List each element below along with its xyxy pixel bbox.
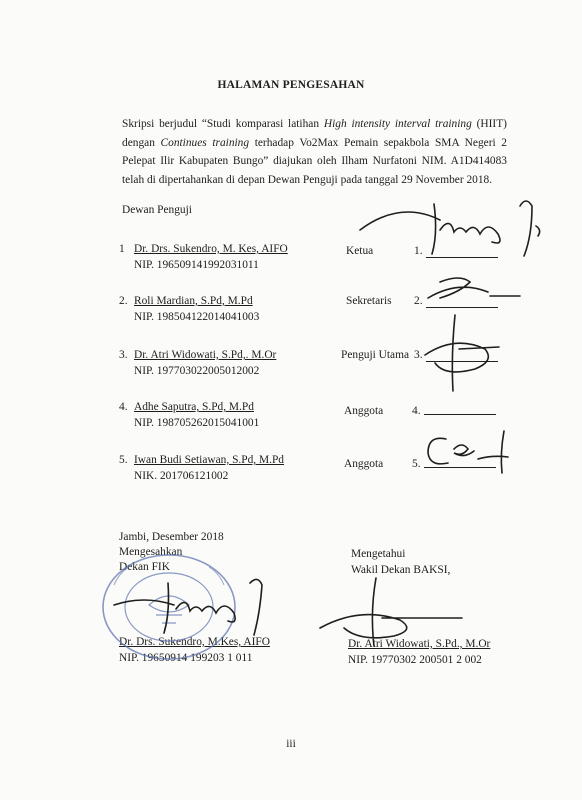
examiner-4-role: Anggota (344, 405, 384, 417)
examiner-3-number: 3. (119, 349, 128, 361)
signature-examiner-3-icon (415, 305, 515, 395)
page-number: iii (286, 738, 296, 750)
examiner-1-id: NIP. 196509141992031011 (134, 259, 259, 271)
signature-examiner-2-icon (420, 270, 530, 310)
signature-line-5 (424, 467, 496, 468)
signature-line-1 (426, 257, 498, 258)
statement-paragraph (122, 115, 507, 189)
signature-line-3 (426, 361, 498, 362)
examiner-1-number: 1 (119, 243, 125, 255)
examiner-5-id: NIK. 201706121002 (134, 470, 229, 482)
signature-examiner-1-icon (350, 190, 560, 260)
know-label: Mengetahui (351, 548, 406, 560)
examiner-5-number: 5. (119, 454, 128, 466)
place-date: Jambi, Desember 2018 (119, 531, 224, 543)
examiner-5-line-number: 5. (412, 458, 421, 470)
examiner-1-name: Dr. Drs. Sukendro, M. Kes, AIFO (134, 243, 288, 255)
examiner-1-line-number: 1. (414, 245, 423, 257)
paragraph-text: terhadap Vo2Max Pemain sepakbola SMA Negeri 2 (249, 136, 507, 149)
dean-id: NIP. 19650914 199203 1 011 (119, 652, 253, 664)
paragraph-italic-text: Continues training (160, 136, 250, 149)
page-title: HALAMAN PENGESAHAN (217, 79, 365, 91)
examiner-2-line-number: 2. (414, 295, 423, 307)
paragraph-line-1 (122, 115, 507, 134)
examiner-3-name: Dr. Atri Widowati, S.Pd,. M.Or (134, 349, 277, 361)
dean-name: Dr. Drs. Sukendro, M.Kes, AIFO (119, 636, 270, 648)
paragraph-line-3: Pelepat Ilir Kabupaten Bungo” diajukan oleh Ilham Nurfatoni NIM. A1D414083 (122, 155, 507, 167)
examiner-2-name: Roli Mardian, S.Pd, M.Pd (134, 295, 253, 307)
signature-line-2 (426, 307, 498, 308)
approve-label: Mengesahkan (119, 546, 183, 558)
examiner-3-id: NIP. 197703022005012002 (134, 365, 260, 377)
examiner-2-role: Sekretaris (346, 295, 392, 307)
examiner-4-name: Adhe Saputra, S.Pd, M.Pd (134, 401, 254, 413)
examiner-2-number: 2. (119, 295, 128, 307)
paragraph-text: dengan (122, 136, 161, 149)
examiner-4-id: NIP. 198705262015041001 (134, 417, 260, 429)
dean-position: Dekan FIK (119, 561, 170, 573)
paragraph-italic-text: High intensity interval training (323, 118, 472, 130)
examiner-5-role: Anggota (344, 458, 384, 470)
board-label: Dewan Penguji (122, 204, 192, 216)
examiner-4-line-number: 4. (412, 405, 421, 417)
vice-dean-id: NIP. 19770302 200501 2 002 (348, 654, 482, 666)
paragraph-text: (HIIT) (471, 118, 507, 130)
examiner-5-name: Iwan Budi Setiawan, S.Pd, M.Pd (134, 454, 284, 466)
examiner-3-line-number: 3. (414, 349, 423, 361)
signature-line-4 (424, 414, 496, 415)
paragraph-line-4: telah di dipertahankan di depan Dewan Penguji pada tanggal 29 November 2018. (122, 173, 493, 186)
examiner-2-id: NIP. 198504122014041003 (134, 311, 260, 323)
vice-dean-name: Dr. Atri Widowati, S.Pd., M.Or (348, 638, 491, 650)
examiner-3-role: Penguji Utama (341, 349, 410, 361)
vice-dean-position: Wakil Dekan BAKSI, (351, 564, 451, 576)
examiner-4-number: 4. (119, 401, 128, 413)
paragraph-text: Skripsi berjudul “Studi komparasi latihan (122, 118, 324, 130)
examiner-1-role: Ketua (346, 245, 374, 257)
paragraph-line-2 (122, 134, 507, 153)
